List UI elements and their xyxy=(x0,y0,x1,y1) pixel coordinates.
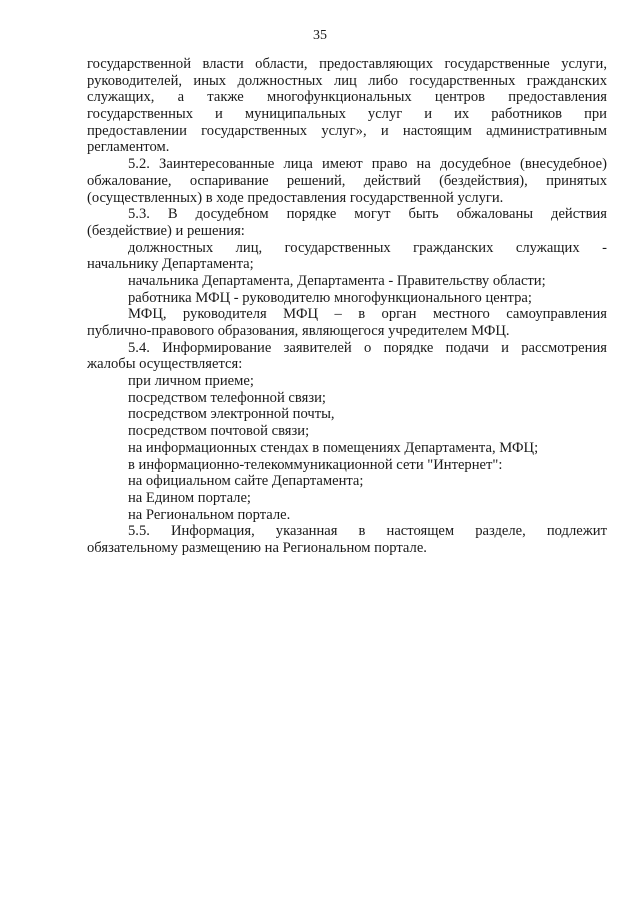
text-line: публично-правового образования, являющегося учредителем МФЦ. xyxy=(87,323,510,339)
text-line: работника МФЦ - руководителю многофункционального центра; xyxy=(128,289,532,306)
page-number: 35 xyxy=(313,28,327,43)
text-line: служащих, а также многофункциональных центров предоставления xyxy=(87,89,607,106)
text-line: посредством телефонной связи; xyxy=(128,389,326,406)
text-line: предоставлении государственных услуг», и настоящим административным xyxy=(87,122,607,139)
text-line: посредством почтовой связи; xyxy=(128,423,310,440)
text-line: на Региональном портале. xyxy=(128,506,291,523)
text-line: начальника Департамента, Департамента - Правительству области; xyxy=(128,272,546,289)
text-line: в информационно-телекоммуникационной сети "Интернет": xyxy=(128,456,503,473)
text-line: должностных лиц, государственных гражданских служащих - xyxy=(128,239,607,256)
text-line: государственной власти области, предоставляющих государственные услуги, xyxy=(87,56,607,72)
text-line: на информационных стендах в помещениях Департамента, МФЦ; xyxy=(128,439,539,456)
text-line: обязательному размещению на Региональном портале. xyxy=(87,539,427,556)
text-line: при личном приеме; xyxy=(128,373,254,390)
text-line: (бездействие) и решения: xyxy=(87,222,245,239)
text-line: государственных и муниципальных услуг и их работников при xyxy=(87,106,607,123)
text-line: на официальном сайте Департамента; xyxy=(128,473,364,490)
text-line: посредством электронной почты, xyxy=(128,406,335,423)
text-line: на Едином портале; xyxy=(128,489,251,506)
text-line: (осуществленных) в ходе предоставления государственной услуги. xyxy=(87,189,504,206)
text-line: начальнику Департамента; xyxy=(87,256,254,273)
text-line: 5.5. Информация, указанная в настоящем разделе, подлежит xyxy=(128,523,607,540)
document-body xyxy=(87,56,607,557)
text-line: регламентом. xyxy=(87,139,170,156)
text-line: обжалование, оспаривание решений, действий (бездействия), принятых xyxy=(87,172,607,189)
text-line: МФЦ, руководителя МФЦ – в орган местного самоуправления xyxy=(128,306,607,323)
text-line: 5.2. Заинтересованные лица имеют право на досудебное (внесудебное) xyxy=(128,156,607,173)
text-line: руководителей, иных должностных лиц либо государственных гражданских xyxy=(87,72,607,89)
text-line: жалобы осуществляется: xyxy=(87,356,243,373)
text-line: 5.4. Информирование заявителей о порядке подачи и рассмотрения xyxy=(128,339,607,356)
text-line: 5.3. В досудебном порядке могут быть обжалованы действия xyxy=(128,206,607,223)
